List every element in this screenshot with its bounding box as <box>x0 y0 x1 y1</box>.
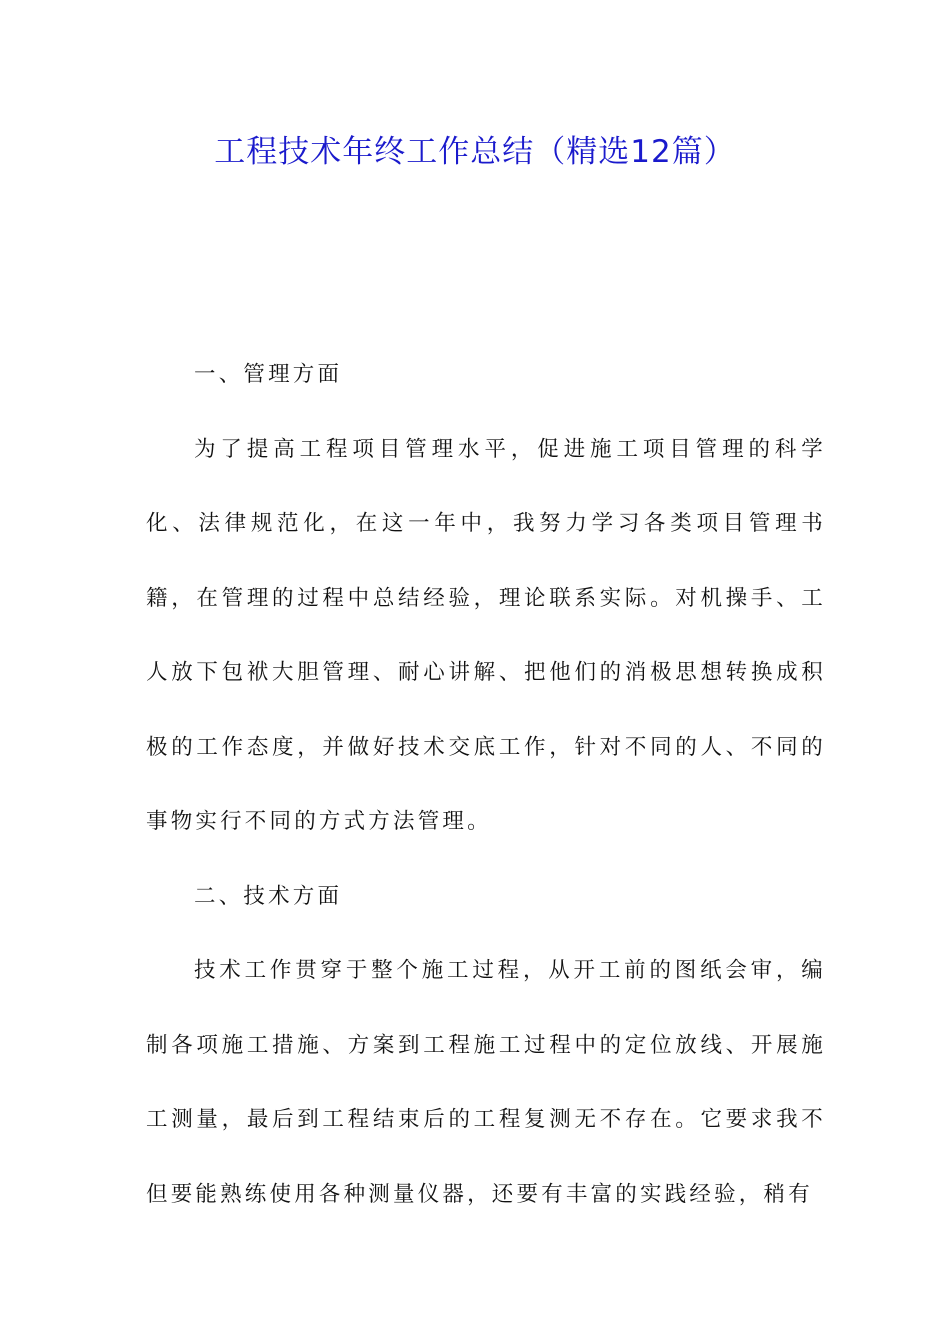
document-title: 工程技术年终工作总结（精选12篇） <box>214 134 736 170</box>
section-heading-management: 一、管理方面 <box>194 362 343 387</box>
section-paragraph-technical: 技术工作贯穿于整个施工过程，从开工前的图纸会审，编制各项施工措施、方案到工程施工过程中的定位放线、开展施工测量，最后到工程结束后的工程复测无不存在。它要求我不但要能熟练使用各种测量仪器，还要有丰富的实践经验，稍有 <box>146 958 826 1207</box>
section-heading-technical: 二、技术方面 <box>194 883 343 909</box>
section-paragraph-management: 为了提高工程项目管理水平，促进施工项目管理的科学化、法律规范化，在这一年中，我努力学习各类项目管理书籍，在管理的过程中总结经验，理论联系实际。对机操手、工人放下包袱大胆管理、耐心讲解、把他们的消极思想转换成积极的工作态度，并做好技术交底工作，针对不同的人、不同的事物实行不同的方式方法管理。 <box>146 436 826 834</box>
document-body <box>146 338 826 1232</box>
